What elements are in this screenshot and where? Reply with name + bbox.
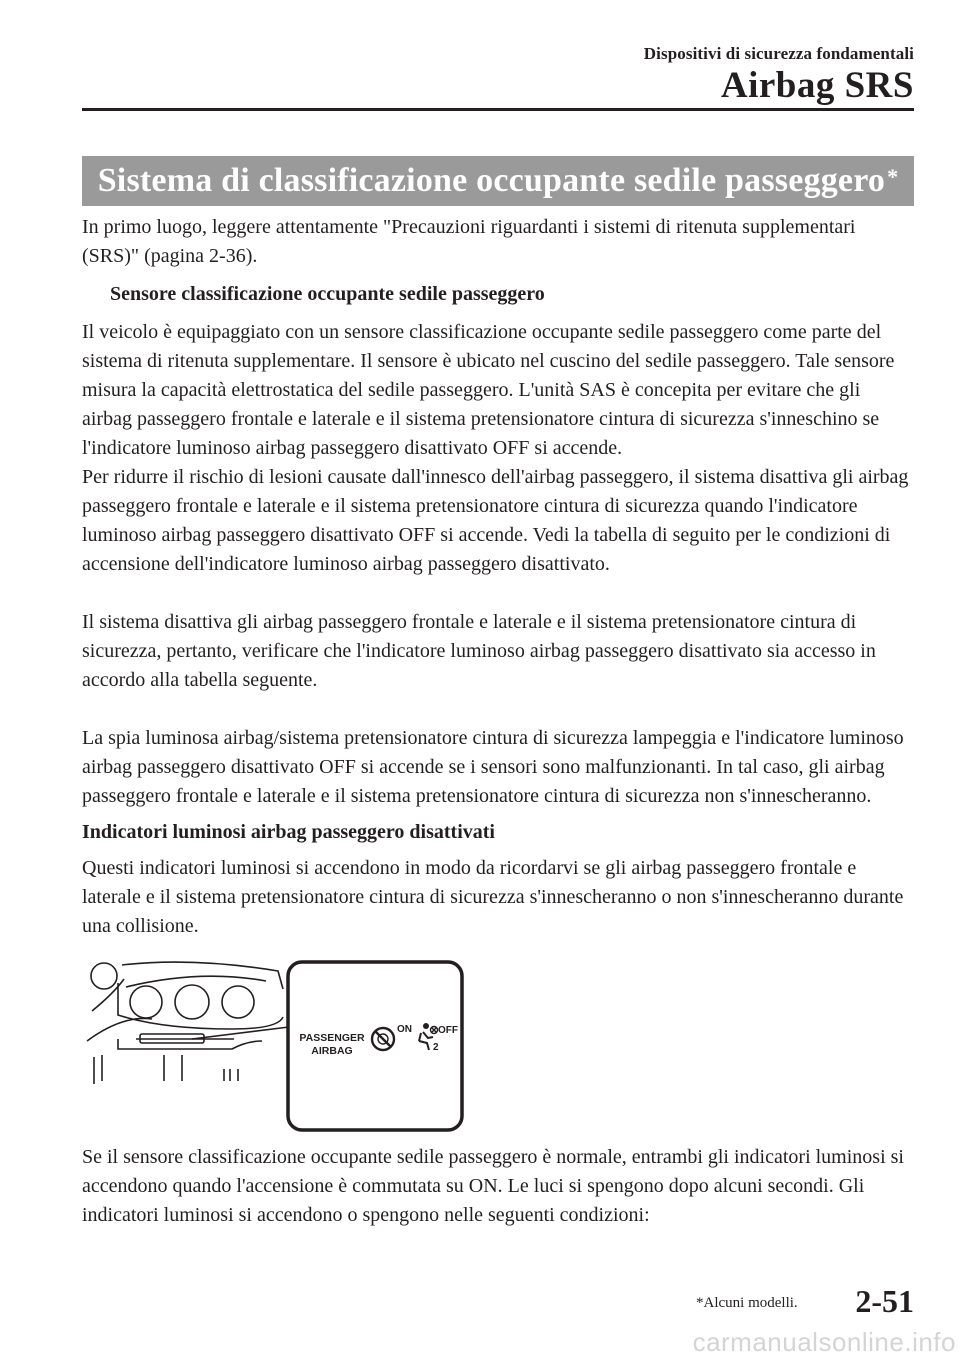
page-number: 2-51 — [855, 1283, 914, 1319]
vent-left-shape — [130, 986, 162, 1018]
dashboard-indicator-illustration — [82, 959, 482, 1139]
watermark-text: carmanualsonline.info — [692, 1327, 956, 1357]
models-marker: * — [887, 164, 899, 189]
page-content — [82, 213, 914, 1230]
body-paragraph-6: Se il sensore classificazione occupante sedile passeggero è normale, entrambi gli indicatori luminosi si accendono quando l'accensione è commutata su ON. Le luci si spengono dopo alcuni secondi. Gli indicatori luminosi si accendono o spengono nelle seguenti condizioni: — [82, 1146, 904, 1226]
passenger-label-line2: AIRBAG — [311, 1045, 353, 1057]
footnote: *Alcuni modelli. — [696, 1295, 798, 1311]
body-paragraph-3: Il sistema disattiva gli airbag passeggero frontale e laterale e il sistema pretensionatore cintura di sicurezza, pertanto, verificare che l'indicatore luminoso airbag passeggero disattivato sia accesso in accordo alla tabella seguente. — [82, 611, 876, 691]
body-paragraph-4: La spia luminosa airbag/sistema pretensionatore cintura di sicurezza lampeggia e l'indicatore luminoso airbag passeggero disattivato OFF si accende se i sensori sono malfunzionanti. In tal caso, gli airbag passeggero frontale e laterale e il sistema pretensionatore cintura di sicurezza non s'innescheranno. — [82, 727, 904, 807]
body-paragraph-2: Per ridurre il rischio di lesioni causate dall'innesco dell'airbag passeggero, il sistema disattiva gli airbag passeggero frontale e laterale e il sistema pretensionatore cintura di sicurezza quando l'indicatore luminoso airbag passeggero disattivato OFF si accende. Vedi la tabella di seguito per le condizioni di accensione dell'indicatore luminoso airbag passeggero disattivato. — [82, 466, 909, 575]
passenger-label-line1: PASSENGER — [299, 1032, 365, 1044]
intro-paragraph: In primo luogo, leggere attentamente "Precauzioni riguardanti i sistemi di ritenuta supplementari (SRS)" (pagina 2-36). — [82, 216, 856, 267]
sensor-subheading: Sensore classificazione occupante sedile passeggero — [110, 283, 545, 305]
body-paragraph-5: Questi indicatori luminosi si accendono in modo da ricordarvi se gli airbag passeggero frontale e laterale e il sistema pretensionatore cintura di sicurezza s'innescheranno o non s'innescheranno durante una collisione. — [82, 857, 904, 937]
off-label: OFF — [438, 1025, 458, 1036]
off-number: 2 — [433, 1042, 439, 1053]
section-title-bar — [82, 156, 914, 206]
indicators-heading: Indicatori luminosi airbag passeggero disattivati — [82, 821, 495, 843]
on-label: ON — [397, 1024, 412, 1035]
header-chapter-title: Airbag SRS — [720, 65, 914, 106]
vent-center-shape — [175, 985, 209, 1019]
body-paragraph-1: Il veicolo è equipaggiato con un sensore classificazione occupante sedile passeggero come parte del sistema di ritenuta supplementare. Il sensore è ubicato nel cuscino del sedile passeggero. Tale sensore misura la capacità elettrostatica del sedile passeggero. L'unità SAS è concepita per evitare che gli airbag passeggero frontale e laterale e il sistema pretensionatore cintura di sicurezza s'inneschino se l'indicatore luminoso airbag passeggero disattivato OFF si accende. — [82, 321, 895, 459]
header-section-title: Dispositivi di sicurezza fondamentali — [643, 44, 914, 63]
header-divider — [82, 108, 914, 111]
section-title: Sistema di classificazione occupante sedile passeggero — [97, 162, 886, 199]
dashboard-knob-shape — [91, 963, 117, 989]
vent-right-shape — [222, 986, 254, 1018]
